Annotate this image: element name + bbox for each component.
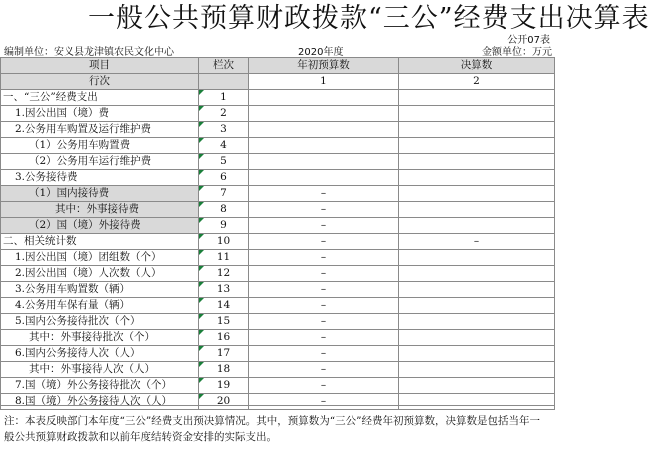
row-number: 17: [199, 346, 249, 362]
final-cell: [399, 314, 555, 330]
budget-cell: –: [249, 314, 399, 330]
row-label: 6.国内公务接待人次（人）: [1, 346, 199, 362]
table-row: [1, 282, 555, 298]
row-number: 14: [199, 298, 249, 314]
row-label: （2）国（境）外接待费: [1, 218, 199, 234]
expense-table: [0, 57, 555, 410]
final-cell: [399, 186, 555, 202]
budget-cell: –: [249, 330, 399, 346]
row-number: 7: [199, 186, 249, 202]
header-budget: 年初预算数: [249, 58, 399, 74]
budget-cell: [249, 154, 399, 170]
table-row: [1, 378, 555, 394]
form-number: 公开07表: [507, 35, 550, 46]
final-cell: [399, 90, 555, 106]
row-label: 二、相关统计数: [1, 234, 199, 250]
row-label: 3.公务接待费: [1, 170, 199, 186]
budget-cell: [249, 106, 399, 122]
final-cell: [399, 154, 555, 170]
table-row: [1, 90, 555, 106]
meta-row: [0, 43, 554, 57]
final-cell: –: [399, 234, 555, 250]
row-label: 3.公务用车购置数（辆）: [1, 282, 199, 298]
row-number: 15: [199, 314, 249, 330]
final-cell: [399, 378, 555, 394]
header-item: 项目: [1, 58, 199, 74]
row-number: 2: [199, 106, 249, 122]
row-label: 其中：外事接待批次（个）: [1, 330, 199, 346]
budget-cell: –: [249, 234, 399, 250]
budget-cell: –: [249, 346, 399, 362]
budget-cell: –: [249, 282, 399, 298]
header-empty: [199, 74, 249, 90]
row-label: （2）公务用车运行维护费: [1, 154, 199, 170]
row-label: （1）国内接待费: [1, 186, 199, 202]
table-row: [1, 250, 555, 266]
row-label: 一、“三公”经费支出: [1, 90, 199, 106]
row-number: 3: [199, 122, 249, 138]
row-number: 4: [199, 138, 249, 154]
budget-cell: [249, 122, 399, 138]
header-col: 栏次: [199, 58, 249, 74]
row-label: 其中：外事接待人次（人）: [1, 362, 199, 378]
final-cell: [399, 298, 555, 314]
table-row: [1, 202, 555, 218]
row-number: 13: [199, 282, 249, 298]
header-final: 决算数: [399, 58, 555, 74]
table-row: [1, 314, 555, 330]
row-number: 1: [199, 90, 249, 106]
budget-cell: –: [249, 362, 399, 378]
row-label: 1.因公出国（境）团组数（个）: [1, 250, 199, 266]
table-row: [1, 330, 555, 346]
budget-cell: [249, 90, 399, 106]
final-cell: [399, 282, 555, 298]
row-label: 2.因公出国（境）人次数（人）: [1, 266, 199, 282]
table-row: [1, 218, 555, 234]
table-row: [1, 138, 555, 154]
final-cell: [399, 266, 555, 282]
final-cell: [399, 330, 555, 346]
footnote: 注：本表反映部门本年度“三公”经费支出预决算情况。其中，预算数为“三公”经费年初预算数，决算数是包括当年一般公共预算财政拨款和以前年度结转资金安排的实际支出。: [0, 405, 554, 458]
row-number: 10: [199, 234, 249, 250]
header-row-label: 行次: [1, 74, 199, 90]
header-index-row: [1, 74, 555, 90]
table-row: [1, 266, 555, 282]
budget-cell: [249, 170, 399, 186]
budget-cell: –: [249, 378, 399, 394]
row-label: 5.国内公务接待批次（个）: [1, 314, 199, 330]
row-number: 18: [199, 362, 249, 378]
row-label: （1）公务用车购置费: [1, 138, 199, 154]
budget-cell: –: [249, 250, 399, 266]
row-label: 7.国（境）外公务接待批次（个）: [1, 378, 199, 394]
header-final-no: 2: [399, 74, 555, 90]
table-row: [1, 154, 555, 170]
budget-cell: –: [249, 218, 399, 234]
header-budget-no: 1: [249, 74, 399, 90]
table-row: [1, 122, 555, 138]
table-row: [1, 362, 555, 378]
budget-cell: –: [249, 394, 399, 410]
table-row: [1, 106, 555, 122]
row-number: 12: [199, 266, 249, 282]
final-cell: [399, 218, 555, 234]
row-number: 8: [199, 202, 249, 218]
row-number: 19: [199, 378, 249, 394]
row-label: 1.因公出国（境）费: [1, 106, 199, 122]
row-number: 11: [199, 250, 249, 266]
table-row: [1, 186, 555, 202]
final-cell: [399, 170, 555, 186]
final-cell: [399, 346, 555, 362]
final-cell: [399, 138, 555, 154]
money-unit: 金额单位：万元: [482, 47, 552, 58]
row-number: 16: [199, 330, 249, 346]
final-cell: [399, 250, 555, 266]
fiscal-year: 2020年度: [298, 47, 344, 58]
final-cell: [399, 202, 555, 218]
reporting-unit: 编制单位：安义县龙津镇农民文化中心: [4, 47, 174, 58]
table-row: [1, 346, 555, 362]
budget-cell: –: [249, 186, 399, 202]
budget-cell: –: [249, 266, 399, 282]
final-cell: [399, 122, 555, 138]
table-row: [1, 170, 555, 186]
table-row: [1, 234, 555, 250]
final-cell: [399, 362, 555, 378]
row-label: 2.公务用车购置及运行维护费: [1, 122, 199, 138]
row-number: 9: [199, 218, 249, 234]
budget-cell: [249, 138, 399, 154]
table-row: [1, 298, 555, 314]
header-row: [1, 58, 555, 74]
row-number: 6: [199, 170, 249, 186]
row-number: 5: [199, 154, 249, 170]
row-label: 8.国（境）外公务接待人次（人）: [1, 394, 199, 410]
row-number: 20: [199, 394, 249, 410]
row-label: 4.公务用车保有量（辆）: [1, 298, 199, 314]
final-cell: [399, 106, 555, 122]
budget-cell: –: [249, 202, 399, 218]
row-label: 其中：外事接待费: [1, 202, 199, 218]
budget-cell: –: [249, 298, 399, 314]
page-title: 一般公共预算财政拨款“三公”经费支出决算表: [88, 3, 650, 34]
